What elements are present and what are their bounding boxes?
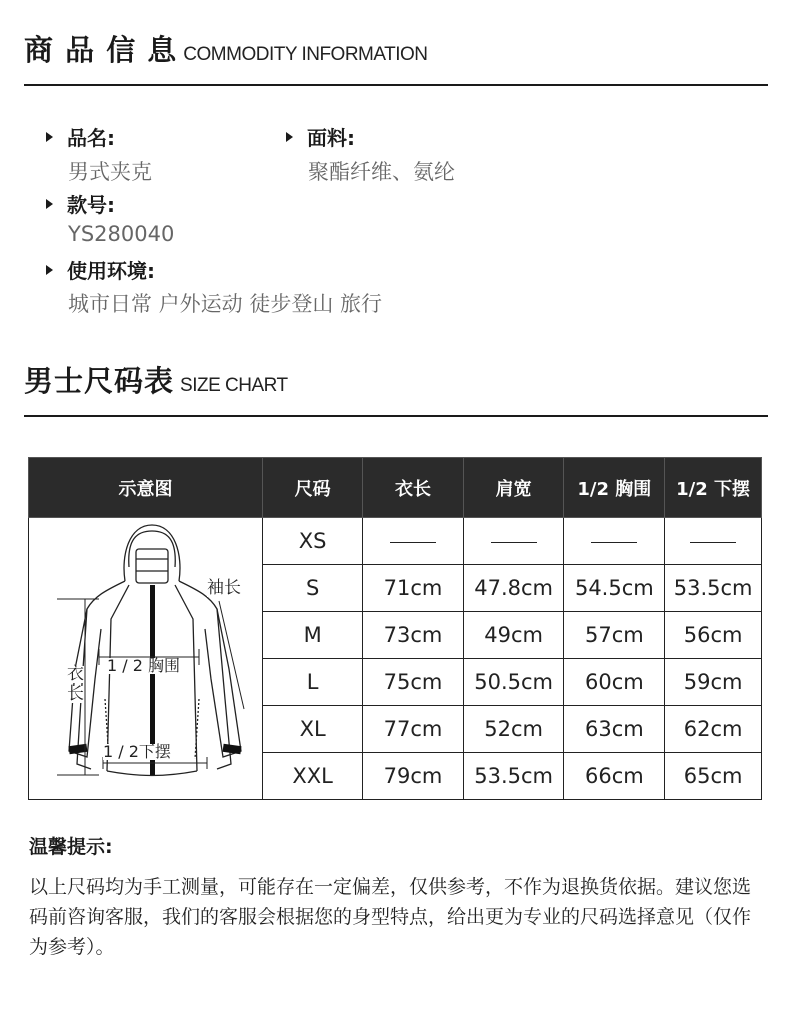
size-cell: XL [263, 706, 363, 753]
jacket-diagram-cell [29, 518, 263, 800]
shoulder-cell: 50.5cm [463, 659, 564, 706]
commodity-divider [24, 84, 768, 86]
length-label-bottom: 长 [67, 684, 84, 704]
size-cell: L [263, 659, 363, 706]
chest-cell: 54.5cm [564, 565, 665, 612]
size-cell: XS [263, 518, 363, 565]
hem-cell [665, 518, 762, 565]
bullet-triangle-icon [46, 265, 53, 275]
length-cell: 75cm [363, 659, 463, 706]
empty-dash [690, 542, 736, 543]
shoulder-cell: 47.8cm [463, 565, 564, 612]
length-cell: 77cm [363, 706, 463, 753]
shoulder-cell [463, 518, 564, 565]
header-size: 尺码 [263, 458, 363, 518]
chest-cell: 57cm [564, 612, 665, 659]
header-shoulder: 肩宽 [463, 458, 564, 518]
length-label-top: 衣 [67, 664, 84, 684]
tips-body: 以上尺码均为手工测量，可能存在一定偏差，仅供参考，不作为退换货依据。建议您选码前咨询客服，我们的客服会根据您的身型特点，给出更为专业的尺码选择意见（仅作为参考）。 [29, 876, 752, 958]
length-cell: 71cm [363, 565, 463, 612]
shoulder-cell: 53.5cm [463, 753, 564, 800]
usage-value: 城市日常 户外运动 徒步登山 旅行 [68, 292, 383, 316]
fabric-value: 聚酯纤维、氨纶 [308, 160, 455, 184]
length-cell: 79cm [363, 753, 463, 800]
bullet-triangle-icon [46, 132, 53, 142]
tips-title: 温馨提示: [29, 836, 113, 858]
chest-cell: 66cm [564, 753, 665, 800]
chest-cell: 60cm [564, 659, 665, 706]
size-chart-title-cn: 男士尺码表 [24, 364, 175, 398]
size-chart-divider [24, 415, 768, 417]
bullet-triangle-icon [46, 199, 53, 209]
chest-cell [564, 518, 665, 565]
right-cuff [223, 743, 242, 753]
length-cell [363, 518, 463, 565]
size-cell: M [263, 612, 363, 659]
size-table-header-row [29, 458, 762, 518]
hem-cell: 62cm [665, 706, 762, 753]
empty-dash [591, 542, 637, 543]
commodity-title-en: COMMODITY INFORMATION [183, 44, 428, 65]
header-diagram: 示意图 [29, 458, 263, 518]
hem-cell: 53.5cm [665, 565, 762, 612]
bullet-triangle-icon [286, 132, 293, 142]
fabric-label: 面料: [284, 122, 355, 151]
hem-cell: 65cm [665, 753, 762, 800]
header-chest: 1/2 胸围 [564, 458, 665, 518]
size-chart-section-header [24, 364, 768, 398]
size-table [28, 457, 762, 800]
usage-label: 使用环境: [44, 255, 155, 284]
size-cell: XXL [263, 753, 363, 800]
shoulder-cell: 52cm [463, 706, 564, 753]
sleeve-label: 袖长 [207, 578, 241, 598]
commodity-title-cn: 商 品 信 息 [24, 33, 178, 67]
commodity-section-header [24, 33, 768, 67]
name-value: 男式夹克 [68, 160, 152, 184]
model-label: 款号: [44, 189, 115, 218]
size-cell: S [263, 565, 363, 612]
length-cell: 73cm [363, 612, 463, 659]
header-length: 衣长 [363, 458, 463, 518]
table-row [29, 518, 762, 565]
empty-dash [491, 542, 537, 543]
name-label: 品名: [44, 122, 115, 151]
hem-cell: 59cm [665, 659, 762, 706]
chest-label: 1 / 2 胸围 [107, 656, 181, 675]
chest-cell: 63cm [564, 706, 665, 753]
shoulder-cell: 49cm [463, 612, 564, 659]
hem-label: 1 / 2下摆 [103, 742, 171, 761]
size-chart-title-en: SIZE CHART [180, 375, 288, 396]
header-hem: 1/2 下摆 [665, 458, 762, 518]
model-value: YS280040 [68, 222, 175, 246]
empty-dash [390, 542, 436, 543]
hem-cell: 56cm [665, 612, 762, 659]
